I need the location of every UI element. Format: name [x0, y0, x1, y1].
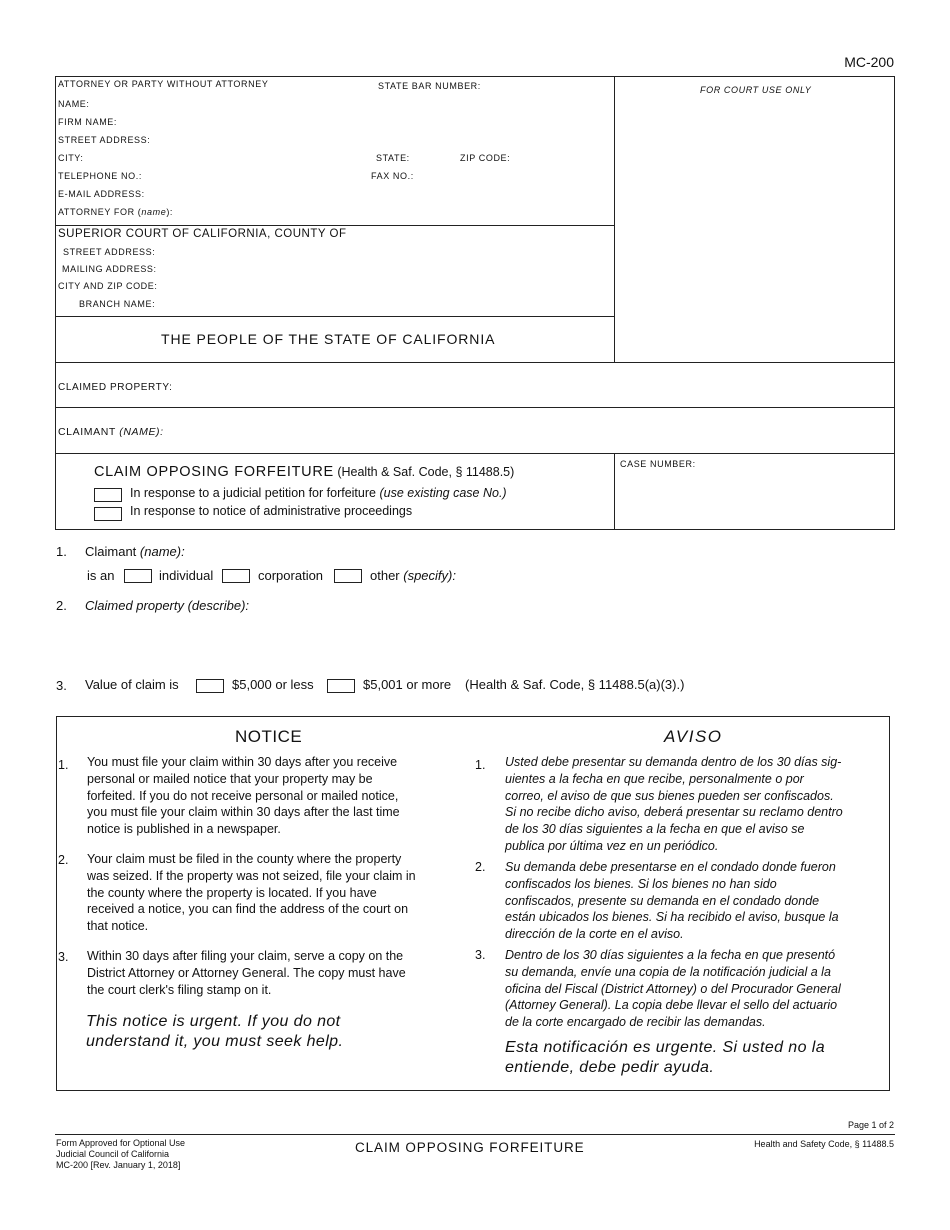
city-label: CITY:: [58, 153, 84, 163]
individual-label: individual: [159, 568, 214, 583]
name-label: NAME:: [58, 99, 90, 109]
fax-label: FAX NO.:: [371, 171, 414, 181]
attorney-for-label: ATTORNEY FOR (name):: [58, 207, 174, 217]
aviso-1-text: Usted debe presentar su demanda dentro de los 30 días sig- uientes a la fecha en que recibe, personalmente o por correo, el aviso de que sus bienes pueden ser confiscados. Si no recibe dicho aviso, deberá presentar su reclamo dentro de los 30 días siguientes a la fecha en que el aviso se publica por última vez en un periódico.: [505, 755, 843, 853]
case-number-divider: [614, 453, 615, 530]
aviso-3-number: 3.: [475, 948, 486, 962]
value-low-checkbox[interactable]: [196, 679, 224, 693]
is-an-label: is an: [87, 568, 115, 583]
footer-code: Health and Safety Code, § 11488.5: [754, 1139, 894, 1149]
court-city-zip-label: CITY AND ZIP CODE:: [58, 281, 158, 291]
aviso-2-number: 2.: [475, 860, 486, 874]
item3-number: 3.: [56, 678, 67, 693]
court-use-label: FOR COURT USE ONLY: [700, 85, 812, 95]
court-divider: [55, 225, 615, 226]
claimant-label: CLAIMANT (NAME):: [58, 426, 164, 438]
aviso-heading: AVISO: [664, 727, 723, 746]
individual-checkbox[interactable]: [124, 569, 152, 583]
notice-3-number: 3.: [58, 950, 69, 964]
footer-title: CLAIM OPPOSING FORFEITURE: [355, 1140, 585, 1155]
email-label: E-MAIL ADDRESS:: [58, 189, 145, 199]
phone-label: TELEPHONE NO.:: [58, 171, 142, 181]
state-label: STATE:: [376, 153, 410, 163]
header-box: [55, 76, 895, 363]
notice-3-text: Within 30 days after filing your claim, serve a copy on the District Attorney or Attorney General. The copy must have the court clerk's filing stamp on it.: [87, 949, 406, 997]
attorney-label: ATTORNEY OR PARTY WITHOUT ATTORNEY: [58, 79, 269, 89]
value-low-label: $5,000 or less: [232, 677, 314, 692]
judicial-petition-checkbox[interactable]: [94, 488, 122, 502]
notice-1-number: 1.: [58, 758, 69, 772]
other-checkbox[interactable]: [334, 569, 362, 583]
aviso-2-text: Su demanda debe presentarse en el condado donde fueron confiscados los bienes. Si los bienes no han sido confiscados, presente su demanda en el condado donde están ubicados los bienes. Si ha recibido el aviso, busque la dirección de la corte en el aviso.: [505, 860, 839, 942]
footer-rule: [55, 1134, 895, 1135]
case-number-label: CASE NUMBER:: [620, 459, 696, 469]
item2-label: Claimed property (describe):: [85, 598, 250, 613]
aviso-urgent: Esta notificación es urgente. Si usted no la entiende, debe pedir ayuda.: [505, 1039, 826, 1076]
page-number: Page 1 of 2: [847, 1120, 894, 1130]
value-high-checkbox[interactable]: [327, 679, 355, 693]
corporation-checkbox[interactable]: [222, 569, 250, 583]
item2-number: 2.: [56, 598, 67, 613]
corporation-label: corporation: [258, 568, 324, 583]
claimed-property-row: [55, 362, 895, 408]
item3-label: Value of claim is: [85, 677, 179, 692]
claimant-row: [55, 407, 895, 454]
court-mailing-label: MAILING ADDRESS:: [62, 264, 157, 274]
firm-label: FIRM NAME:: [58, 117, 117, 127]
aviso-3-text: Dentro de los 30 días siguientes a la fecha en que presentó su demanda, envíe una copia de la notificación judicial a la oficina del Fiscal (District Attorney) o del Procurador General (Attorney General). La copia debe llevar el sello del actuario de la corte encargado de recibir las demandas.: [505, 948, 841, 1030]
people-caption: THE PEOPLE OF THE STATE OF CALIFORNIA: [161, 331, 496, 347]
administrative-checkbox[interactable]: [94, 507, 122, 521]
state-bar-label: STATE BAR NUMBER:: [378, 81, 481, 91]
court-branch-label: BRANCH NAME:: [79, 299, 156, 309]
notice-2-text: Your claim must be filed in the county where the property was seized. If the property was not seized, file your claim in the county where the property is located. If you have received a notice, you can find the address of the court on that notice.: [87, 852, 416, 934]
other-label: other (specify):: [370, 568, 456, 583]
people-divider: [55, 316, 615, 317]
court-use-divider: [614, 76, 615, 363]
aviso-1-number: 1.: [475, 758, 486, 772]
judicial-petition-label: In response to a judicial petition for forfeiture (use existing case No.): [130, 486, 507, 500]
street-label: STREET ADDRESS:: [58, 135, 151, 145]
item1-label: Claimant (name):: [85, 544, 185, 559]
court-title: SUPERIOR COURT OF CALIFORNIA, COUNTY OF: [58, 228, 347, 240]
notice-1-text: You must file your claim within 30 days after you receive personal or mailed notice that your property may be forfeited. If you do not receive personal or mailed notice, you must file your claim within 30 days after the last time notice is published in a newspaper.: [87, 755, 400, 837]
form-title: CLAIM OPPOSING FORFEITURE (Health & Saf. Code, § 11488.5): [94, 464, 515, 480]
notice-2-number: 2.: [58, 853, 69, 867]
zip-label: ZIP CODE:: [460, 153, 511, 163]
value-reference: (Health & Saf. Code, § 11488.5(a)(3).): [465, 677, 685, 692]
notice-heading: NOTICE: [235, 727, 303, 746]
form-number: MC-200: [844, 54, 894, 70]
value-high-label: $5,001 or more: [363, 677, 452, 692]
footer-approved: Form Approved for Optional Use Judicial Council of California MC-200 [Rev. January 1, 2018]: [56, 1138, 186, 1170]
administrative-label: In response to notice of administrative proceedings: [130, 504, 413, 518]
notice-urgent: This notice is urgent. If you do not understand it, you must seek help.: [86, 1013, 344, 1050]
item1-number: 1.: [56, 544, 67, 559]
court-street-label: STREET ADDRESS:: [63, 247, 156, 257]
claimed-property-label: CLAIMED PROPERTY:: [58, 382, 173, 393]
